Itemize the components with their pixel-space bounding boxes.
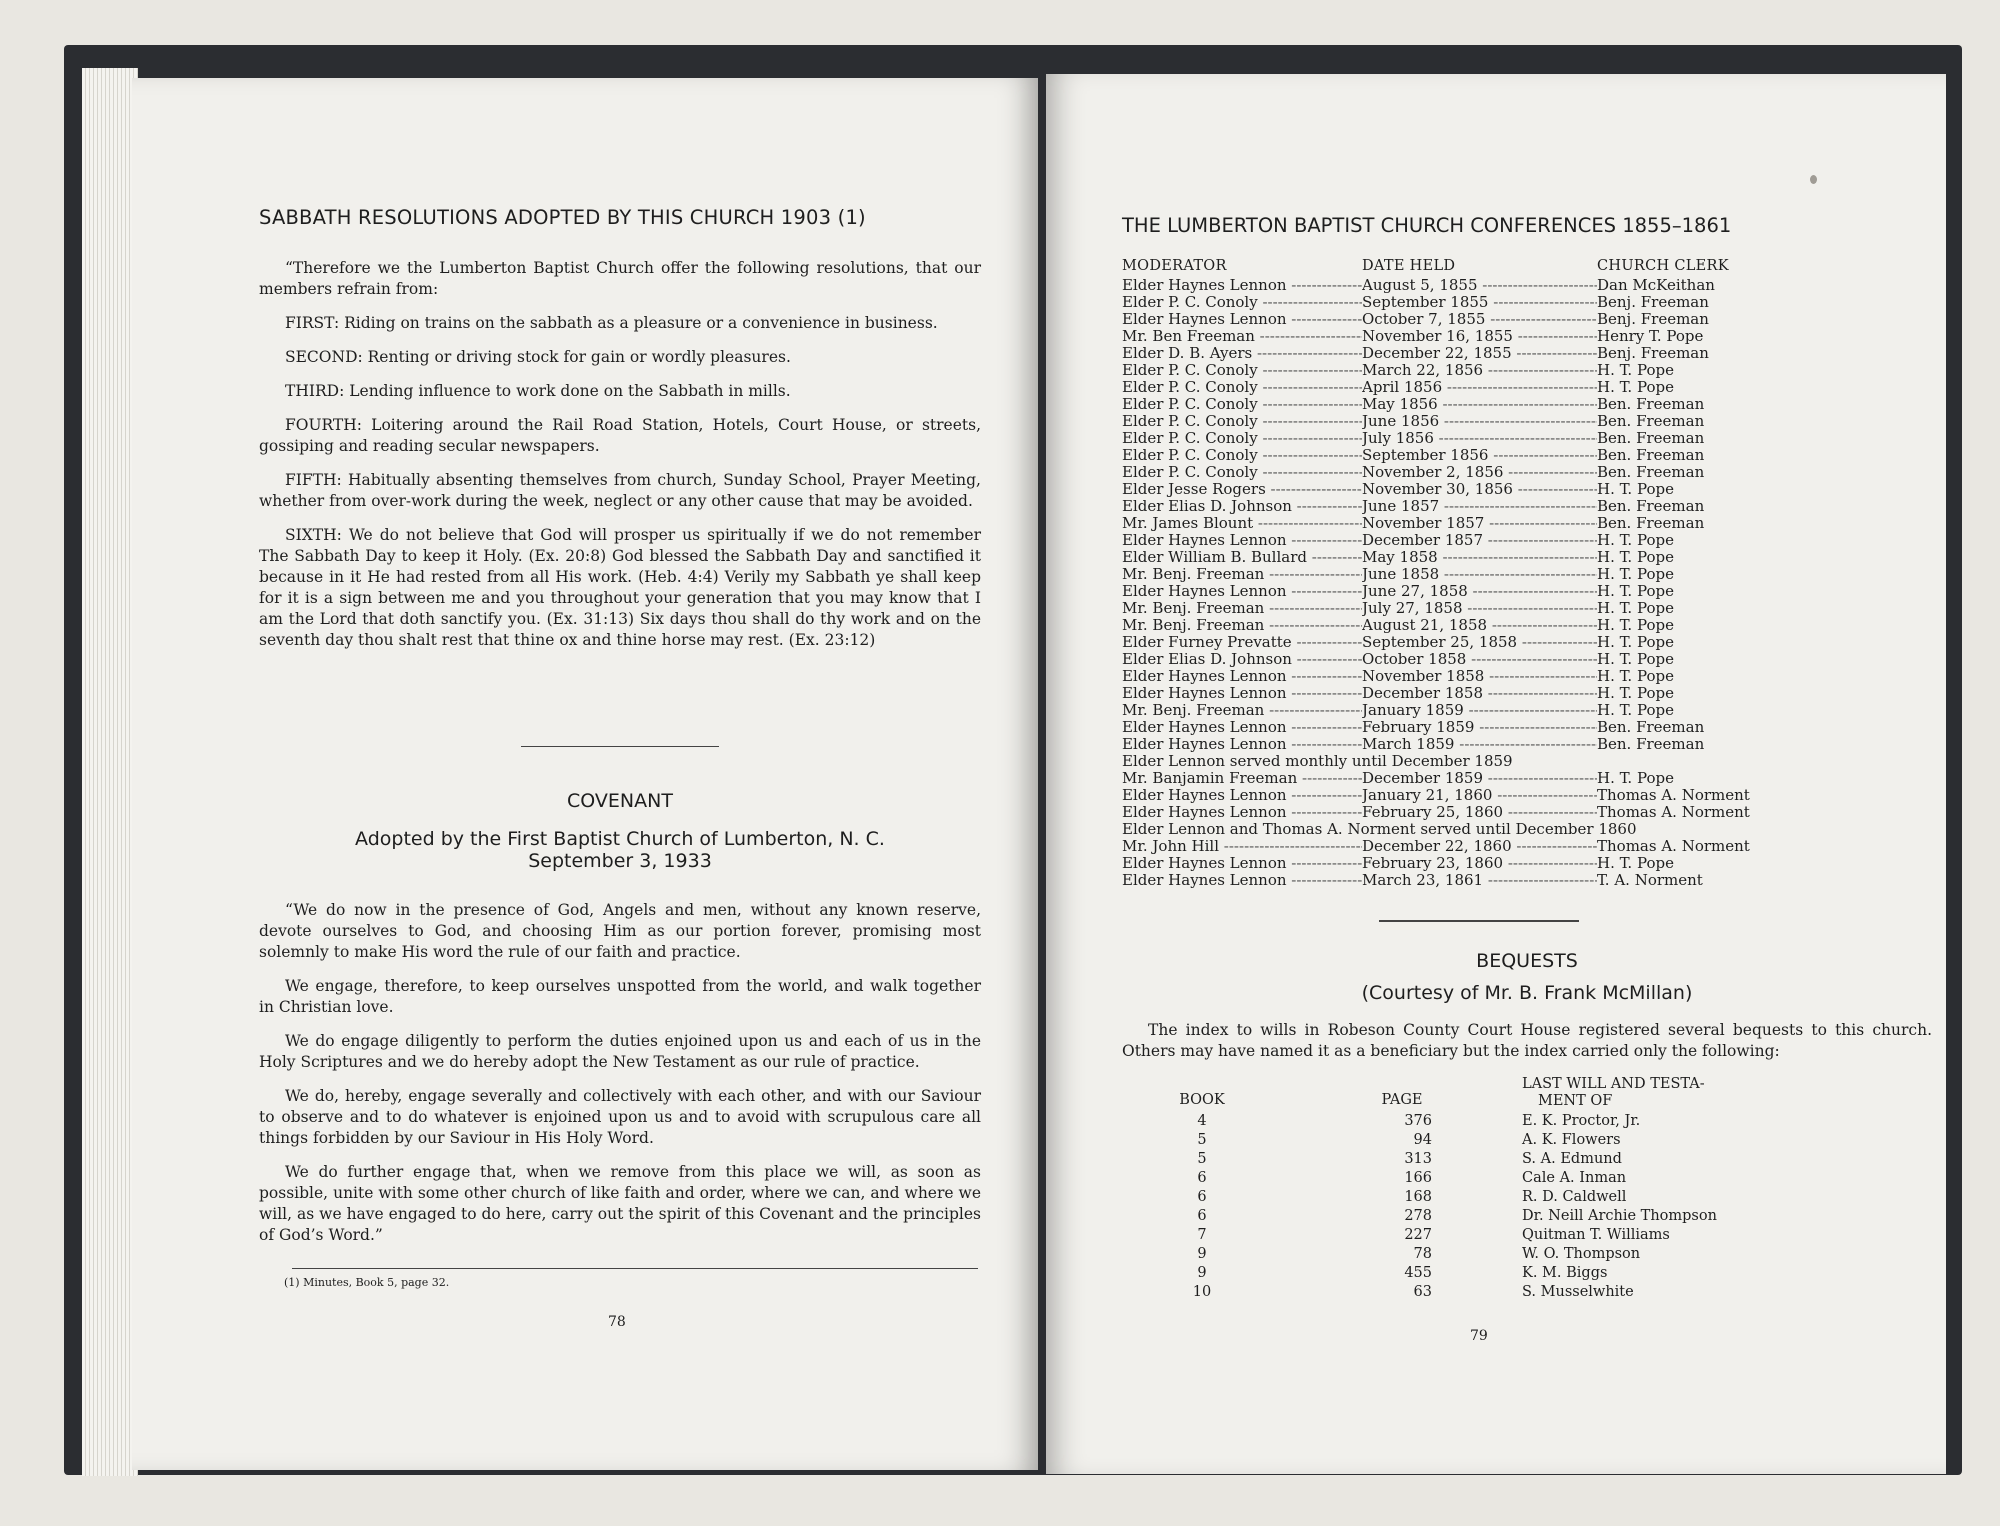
- section-divider-right: [1379, 920, 1579, 922]
- date-cell: July 27, 1858 -----: [1362, 600, 1597, 617]
- book-cell: 7: [1197, 1227, 1207, 1243]
- covenant-date: September 3, 1933: [528, 850, 712, 872]
- date-cell: July 1856 -----: [1362, 430, 1597, 447]
- page-header: PAGE: [1381, 1092, 1423, 1108]
- bequest-row: [1122, 1169, 1842, 1188]
- clerk-cell: Thomas A. Norment: [1597, 804, 1750, 821]
- testator-cell: S. Musselwhite: [1522, 1284, 1634, 1300]
- date-cell: September 1855 -----: [1362, 294, 1597, 311]
- book-cell: 10: [1192, 1284, 1212, 1300]
- conference-row: [1122, 685, 1822, 702]
- conference-row: [1122, 600, 1822, 617]
- sabbath-intro: “Therefore we the Lumberton Baptist Church offer the following resolutions, that our members refrain from:: [259, 259, 981, 298]
- conference-row: [1122, 413, 1822, 430]
- moderator-cell: Elder P. C. Conoly -----: [1122, 396, 1362, 413]
- resolution-item: FIFTH: Habitually absenting themselves from church, Sunday School, Prayer Meeting, whether from over-work during the week, neglect or any other cause that may be avoided.: [259, 471, 981, 510]
- bequests-table: [1122, 1076, 1842, 1302]
- clerk-cell: H. T. Pope: [1597, 481, 1674, 498]
- date-cell: May 1856 -----: [1362, 396, 1597, 413]
- book-cell: 6: [1197, 1170, 1207, 1186]
- clerk-header: CHURCH CLERK: [1597, 258, 1729, 274]
- moderator-cell: Elder P. C. Conoly -----: [1122, 379, 1362, 396]
- right-page: [1046, 74, 1946, 1474]
- date-cell: November 16, 1855 -----: [1362, 328, 1597, 345]
- conference-row: [1122, 532, 1822, 549]
- moderator-cell: Mr. Banjamin Freeman -----: [1122, 770, 1362, 787]
- bequest-row: [1122, 1226, 1842, 1245]
- clerk-cell: H. T. Pope: [1597, 634, 1674, 651]
- covenant-paragraph: We do further engage that, when we remove from this place we will, as soon as possible, unite with some other church of like faith and order, where we can, and where we will, as we have engaged to do here, carry out the spirit of this Covenant and the principles of God’s Word.”: [259, 1163, 981, 1244]
- conference-row: [1122, 396, 1822, 413]
- resolution-item: SECOND: Renting or driving stock for gain or wordly pleasures.: [285, 348, 791, 366]
- bequests-rows: [1122, 1112, 1842, 1302]
- covenant-title: COVENANT: [567, 790, 673, 812]
- moderator-cell: Elder Haynes Lennon -----: [1122, 804, 1362, 821]
- clerk-cell: Benj. Freeman: [1597, 311, 1709, 328]
- moderator-cell: Elder P. C. Conoly -----: [1122, 413, 1362, 430]
- date-cell: June 1857 -----: [1362, 498, 1597, 515]
- resolutions-list: [259, 313, 981, 651]
- moderator-cell: Elder Elias D. Johnson -----: [1122, 498, 1362, 515]
- clerk-cell: H. T. Pope: [1597, 532, 1674, 549]
- date-cell: December 1858 -----: [1362, 685, 1597, 702]
- date-cell: August 5, 1855 -----: [1362, 277, 1597, 294]
- date-header: DATE HELD: [1362, 258, 1456, 274]
- bequest-row: [1122, 1264, 1842, 1283]
- date-cell: June 1858 -----: [1362, 566, 1597, 583]
- will-header-line2: MENT OF: [1538, 1093, 1613, 1109]
- clerk-cell: H. T. Pope: [1597, 566, 1674, 583]
- clerk-cell: H. T. Pope: [1597, 651, 1674, 668]
- clerk-cell: H. T. Pope: [1597, 379, 1674, 396]
- date-cell: June 27, 1858 -----: [1362, 583, 1597, 600]
- bequest-row: [1122, 1283, 1842, 1302]
- sabbath-resolutions-title: SABBATH RESOLUTIONS ADOPTED BY THIS CHURCH 1903 (1): [259, 206, 866, 229]
- conference-row: [1122, 855, 1822, 872]
- bequest-row: [1122, 1112, 1842, 1131]
- clerk-cell: H. T. Pope: [1597, 362, 1674, 379]
- sabbath-resolutions: [259, 258, 981, 664]
- bequests-header: [1122, 1076, 1842, 1110]
- book-cell: 9: [1197, 1265, 1207, 1281]
- conferences-header: [1122, 258, 1822, 275]
- date-cell: September 1856 -----: [1362, 447, 1597, 464]
- testator-cell: S. A. Edmund: [1522, 1151, 1622, 1167]
- conference-row: [1122, 634, 1822, 651]
- moderator-cell: Mr. Benj. Freeman -----: [1122, 617, 1362, 634]
- conference-row: [1122, 515, 1822, 532]
- clerk-cell: Thomas A. Norment: [1597, 787, 1750, 804]
- covenant-text: [259, 900, 981, 1259]
- date-cell: May 1858 -----: [1362, 549, 1597, 566]
- conference-row: [1122, 651, 1822, 668]
- clerk-cell: Benj. Freeman: [1597, 345, 1709, 362]
- moderator-cell: Mr. Ben Freeman -----: [1122, 328, 1362, 345]
- book-cell: 5: [1197, 1132, 1207, 1148]
- section-divider: [521, 746, 719, 747]
- page-cell: 78: [1413, 1246, 1432, 1262]
- date-cell: June 1856 -----: [1362, 413, 1597, 430]
- will-header-line1: LAST WILL AND TESTA-: [1522, 1076, 1705, 1092]
- clerk-cell: H. T. Pope: [1597, 549, 1674, 566]
- date-cell: August 21, 1858 -----: [1362, 617, 1597, 634]
- clerk-cell: Ben. Freeman: [1597, 736, 1705, 753]
- footnote: (1) Minutes, Book 5, page 32.: [284, 1276, 450, 1289]
- resolution-item: FIRST: Riding on trains on the sabbath as a pleasure or a convenience in business.: [285, 314, 938, 332]
- conference-row: [1122, 311, 1822, 328]
- conference-row: [1122, 566, 1822, 583]
- page-cell: 455: [1404, 1265, 1432, 1281]
- moderator-cell: Elder Haynes Lennon -----: [1122, 277, 1362, 294]
- moderator-cell: Mr. Benj. Freeman -----: [1122, 702, 1362, 719]
- conference-row: [1122, 464, 1822, 481]
- moderator-cell: Elder Haynes Lennon -----: [1122, 668, 1362, 685]
- clerk-cell: Thomas A. Norment: [1597, 838, 1750, 855]
- clerk-cell: Benj. Freeman: [1597, 294, 1709, 311]
- page-cell: 278: [1404, 1208, 1432, 1224]
- conference-row: [1122, 345, 1822, 362]
- date-cell: December 1857 -----: [1362, 532, 1597, 549]
- covenant-paragraph: “We do now in the presence of God, Angels and men, without any known reserve, devote ourselves to God, and choosing Him as our portion forever, promising most solemnly to make His word the rule of our faith and practice.: [259, 901, 981, 961]
- resolution-item: FOURTH: Loitering around the Rail Road Station, Hotels, Court House, or streets, gossiping and reading secular newspapers.: [259, 416, 981, 455]
- conference-row: [1122, 872, 1822, 889]
- footnote-rule: [292, 1268, 978, 1269]
- moderator-cell: Elder William B. Bullard -----: [1122, 549, 1362, 566]
- clerk-cell: Ben. Freeman: [1597, 498, 1705, 515]
- covenant-paragraph: We do engage diligently to perform the duties enjoined upon us and each of us in the Holy Scriptures and we do hereby adopt the New Testament as our rule of practice.: [259, 1032, 981, 1071]
- testator-cell: W. O. Thompson: [1522, 1246, 1641, 1262]
- conference-row: [1122, 549, 1822, 566]
- date-cell: November 30, 1856 -----: [1362, 481, 1597, 498]
- book-cell: 9: [1197, 1246, 1207, 1262]
- date-cell: September 25, 1858 -----: [1362, 634, 1597, 651]
- clerk-cell: Henry T. Pope: [1597, 328, 1704, 345]
- book-cell: 6: [1197, 1189, 1207, 1205]
- conferences-rows: [1122, 277, 1822, 889]
- book-header: BOOK: [1179, 1092, 1225, 1108]
- clerk-cell: Ben. Freeman: [1597, 515, 1705, 532]
- moderator-cell: Elder D. B. Ayers -----: [1122, 345, 1362, 362]
- date-cell: February 23, 1860 -----: [1362, 855, 1597, 872]
- conference-row: [1122, 277, 1822, 294]
- paper-speck: [1810, 175, 1817, 184]
- conference-row: [1122, 447, 1822, 464]
- page-cell: 227: [1404, 1227, 1432, 1243]
- conference-row: [1122, 702, 1822, 719]
- date-cell: February 1859 -----: [1362, 719, 1597, 736]
- testator-cell: A. K. Flowers: [1522, 1132, 1621, 1148]
- conferences-title: THE LUMBERTON BAPTIST CHURCH CONFERENCES 1855–1861: [1122, 214, 1732, 237]
- moderator-cell: Elder Haynes Lennon -----: [1122, 787, 1362, 804]
- clerk-cell: Ben. Freeman: [1597, 413, 1705, 430]
- covenant-subtitle: Adopted by the First Baptist Church of Lumberton, N. C.: [355, 828, 885, 850]
- bequest-row: [1122, 1150, 1842, 1169]
- testator-cell: Cale A. Inman: [1522, 1170, 1627, 1186]
- date-cell: November 1858 -----: [1362, 668, 1597, 685]
- conference-row: [1122, 804, 1822, 821]
- conference-row: [1122, 838, 1822, 855]
- testator-cell: R. D. Caldwell: [1522, 1189, 1627, 1205]
- bequests-subtitle: (Courtesy of Mr. B. Frank McMillan): [1361, 982, 1693, 1004]
- date-cell: April 1856 -----: [1362, 379, 1597, 396]
- conference-row: [1122, 362, 1822, 379]
- testator-cell: Quitman T. Williams: [1522, 1227, 1670, 1243]
- moderator-cell: Elder P. C. Conoly -----: [1122, 430, 1362, 447]
- resolution-item: SIXTH: We do not believe that God will prosper us spiritually if we do not remember The Sabbath Day to keep it Holy. (Ex. 20:8) God blessed the Sabbath Day and sanctified it because in it He had rested from all His work. (Heb. 4:4) Verily my Sabbath ye shall keep for it is a sign between me and you throughout your generation that you may know that I am the Lord that doth sanctify you. (Ex. 31:13) Six days thou shall do thy work and on the seventh day thou shalt rest that thine ox and thine horse may rest. (Ex. 23:12): [259, 526, 981, 649]
- moderator-cell: Elder Haynes Lennon -----: [1122, 532, 1362, 549]
- conference-note: Elder Lennon and Thomas A. Norment served until December 1860: [1122, 820, 1637, 838]
- bequest-row: [1122, 1207, 1842, 1226]
- moderator-cell: Elder Elias D. Johnson -----: [1122, 651, 1362, 668]
- conference-note: Elder Lennon served monthly until December 1859: [1122, 752, 1513, 770]
- page-cell: 313: [1404, 1151, 1432, 1167]
- date-cell: March 22, 1856 -----: [1362, 362, 1597, 379]
- date-cell: October 1858 -----: [1362, 651, 1597, 668]
- conference-row: [1122, 617, 1822, 634]
- page-cell: 166: [1404, 1170, 1432, 1186]
- clerk-cell: H. T. Pope: [1597, 600, 1674, 617]
- clerk-cell: T. A. Norment: [1597, 872, 1703, 889]
- covenant-paragraph: We do, hereby, engage severally and collectively with each other, and with our Saviour to observe and to do whatever is enjoined upon us and to avoid with scrupulous care all things forbidden by our Saviour in His Holy Word.: [259, 1087, 981, 1147]
- date-cell: November 2, 1856 -----: [1362, 464, 1597, 481]
- moderator-cell: Elder Haynes Lennon -----: [1122, 719, 1362, 736]
- conference-row: [1122, 481, 1822, 498]
- date-cell: December 22, 1855 -----: [1362, 345, 1597, 362]
- testator-cell: E. K. Proctor, Jr.: [1522, 1113, 1641, 1129]
- bequest-row: [1122, 1131, 1842, 1150]
- date-cell: January 1859 -----: [1362, 702, 1597, 719]
- moderator-cell: Elder Haynes Lennon -----: [1122, 311, 1362, 328]
- clerk-cell: H. T. Pope: [1597, 685, 1674, 702]
- moderator-cell: Mr. Benj. Freeman -----: [1122, 600, 1362, 617]
- conference-row: [1122, 498, 1822, 515]
- page-cell: 94: [1413, 1132, 1432, 1148]
- conference-row: [1122, 787, 1822, 804]
- page-cell: 63: [1413, 1284, 1432, 1300]
- resolution-item: THIRD: Lending influence to work done on the Sabbath in mills.: [285, 382, 791, 400]
- conference-row: [1122, 736, 1822, 753]
- conference-row: [1122, 430, 1822, 447]
- date-cell: February 25, 1860 -----: [1362, 804, 1597, 821]
- bequests-title: BEQUESTS: [1476, 950, 1578, 972]
- moderator-cell: Mr. John Hill -----: [1122, 838, 1362, 855]
- moderator-header: MODERATOR: [1122, 258, 1227, 274]
- clerk-cell: Ben. Freeman: [1597, 430, 1705, 447]
- clerk-cell: H. T. Pope: [1597, 583, 1674, 600]
- clerk-cell: Ben. Freeman: [1597, 396, 1705, 413]
- date-cell: March 23, 1861 -----: [1362, 872, 1597, 889]
- bequest-row: [1122, 1188, 1842, 1207]
- clerk-cell: H. T. Pope: [1597, 668, 1674, 685]
- page-number-right: 79: [1470, 1328, 1488, 1344]
- clerk-cell: H. T. Pope: [1597, 855, 1674, 872]
- moderator-cell: Elder P. C. Conoly -----: [1122, 294, 1362, 311]
- moderator-cell: Elder Jesse Rogers -----: [1122, 481, 1362, 498]
- conference-row: [1122, 719, 1822, 736]
- left-page: [132, 78, 1038, 1470]
- clerk-cell: Ben. Freeman: [1597, 719, 1705, 736]
- testator-cell: K. M. Biggs: [1522, 1265, 1608, 1281]
- conference-row: [1122, 770, 1822, 787]
- clerk-cell: H. T. Pope: [1597, 702, 1674, 719]
- page-cell: 376: [1404, 1113, 1432, 1129]
- conference-row: [1122, 668, 1822, 685]
- bequest-row: [1122, 1245, 1842, 1264]
- clerk-cell: H. T. Pope: [1597, 617, 1674, 634]
- date-cell: March 1859 -----: [1362, 736, 1597, 753]
- covenant-paragraph: We engage, therefore, to keep ourselves unspotted from the world, and walk together in Christian love.: [259, 977, 981, 1016]
- clerk-cell: Dan McKeithan: [1597, 277, 1715, 294]
- moderator-cell: Mr. Benj. Freeman -----: [1122, 566, 1362, 583]
- bequests-intro: The index to wills in Robeson County Court House registered several bequests to this church. Others may have named it as a beneficiary but the index carried only the following:: [1122, 1021, 1932, 1060]
- date-cell: January 21, 1860 -----: [1362, 787, 1597, 804]
- moderator-cell: Elder P. C. Conoly -----: [1122, 464, 1362, 481]
- moderator-cell: Elder Haynes Lennon -----: [1122, 583, 1362, 600]
- clerk-cell: Ben. Freeman: [1597, 447, 1705, 464]
- conferences-table: [1122, 258, 1822, 889]
- page-edges: [82, 68, 138, 1476]
- conference-row: [1122, 328, 1822, 345]
- moderator-cell: Elder P. C. Conoly -----: [1122, 447, 1362, 464]
- book-cell: 5: [1197, 1151, 1207, 1167]
- book-cell: 6: [1197, 1208, 1207, 1224]
- date-cell: December 22, 1860 -----: [1362, 838, 1597, 855]
- clerk-cell: Ben. Freeman: [1597, 464, 1705, 481]
- date-cell: December 1859 -----: [1362, 770, 1597, 787]
- moderator-cell: Elder Haynes Lennon -----: [1122, 872, 1362, 889]
- conference-row: [1122, 379, 1822, 396]
- page-cell: 168: [1404, 1189, 1432, 1205]
- moderator-cell: Mr. James Blount -----: [1122, 515, 1362, 532]
- book-cell: 4: [1197, 1113, 1207, 1129]
- date-cell: October 7, 1855 -----: [1362, 311, 1597, 328]
- page-number-left: 78: [608, 1314, 626, 1330]
- moderator-cell: Elder Furney Prevatte -----: [1122, 634, 1362, 651]
- conference-row: [1122, 294, 1822, 311]
- moderator-cell: Elder P. C. Conoly -----: [1122, 362, 1362, 379]
- clerk-cell: H. T. Pope: [1597, 770, 1674, 787]
- testator-cell: Dr. Neill Archie Thompson: [1522, 1208, 1717, 1224]
- moderator-cell: Elder Haynes Lennon -----: [1122, 736, 1362, 753]
- will-header: [1522, 1076, 1822, 1110]
- conference-row: [1122, 583, 1822, 600]
- moderator-cell: Elder Haynes Lennon -----: [1122, 855, 1362, 872]
- moderator-cell: Elder Haynes Lennon -----: [1122, 685, 1362, 702]
- date-cell: November 1857 -----: [1362, 515, 1597, 532]
